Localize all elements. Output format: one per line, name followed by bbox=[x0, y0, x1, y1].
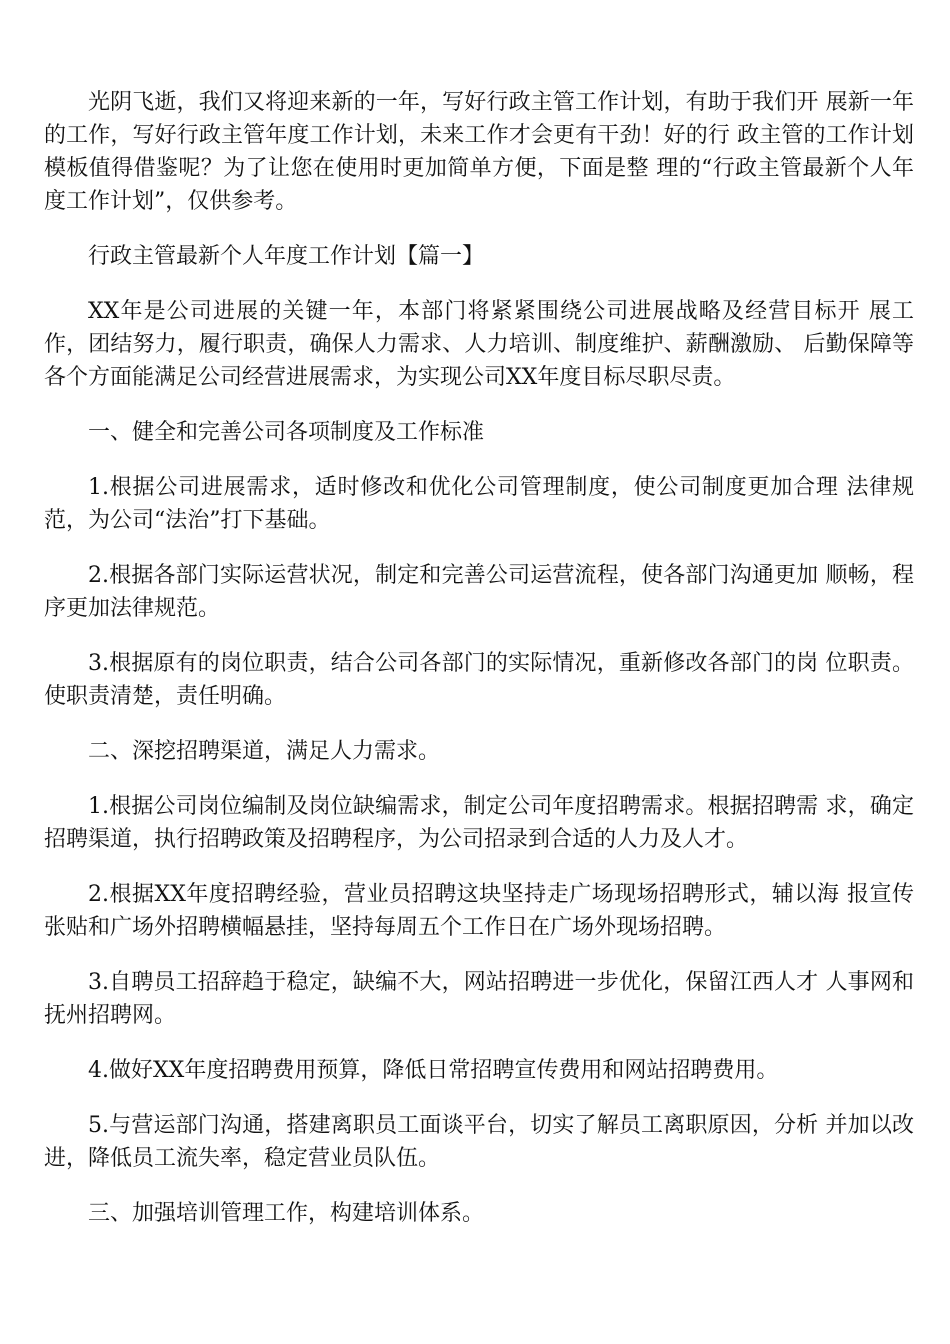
heading-section-3: 三、加强培训管理工作，构建培训体系。 bbox=[88, 1201, 485, 1226]
overview-paragraph: XX年是公司进展的关键一年，本部门将紧紧围绕公司进展战略及经营目标开 展工作，团结努力，履行职责，确保人力需求、人力培训、制度维护、薪酬激励、 后勤保障等各个方面能满足公司经营进展需求，为实现公司XX年度目标尽职尽责。 bbox=[44, 299, 914, 390]
intro-paragraph: 光阴飞逝，我们又将迎来新的一年，写好行政主管工作计划，有助于我们开 展新一年的工作，写好行政主管年度工作计划，未来工作才会更有干劲！好的行 政主管的工作计划模板值得借鉴呢？为了让您在使用时更加简单方便，下面是整 理的“行政主管最新个人年度工作计划”，仅供参考。 bbox=[44, 90, 914, 214]
section-1-item-3: 3.根据原有的岗位职责，结合公司各部门的实际情况，重新修改各部门的岗 位职责。使职责清楚，责任明确。 bbox=[44, 651, 914, 709]
document-body bbox=[44, 86, 914, 1252]
section-2-item-5: 5.与营运部门沟通，搭建离职员工面谈平台，切实了解员工离职原因，分析 并加以改进，降低员工流失率，稳定营业员队伍。 bbox=[44, 1113, 914, 1171]
section-1-item-1: 1.根据公司进展需求，适时修改和优化公司管理制度，使公司制度更加合理 法律规范，为公司“法治”打下基础。 bbox=[44, 475, 914, 533]
section-2-item-4: 4.做好XX年度招聘费用预算，降低日常招聘宣传费用和网站招聘费用。 bbox=[88, 1058, 779, 1083]
section-title-part-one: 行政主管最新个人年度工作计划【篇一】 bbox=[88, 244, 485, 269]
section-2-item-3: 3.自聘员工招辞趋于稳定，缺编不大，网站招聘进一步优化，保留江西人才 人事网和抚州招聘网。 bbox=[44, 970, 914, 1028]
section-1-item-2: 2.根据各部门实际运营状况，制定和完善公司运营流程，使各部门沟通更加 顺畅，程序更加法律规范。 bbox=[44, 563, 914, 621]
heading-section-1: 一、健全和完善公司各项制度及工作标准 bbox=[88, 420, 485, 445]
section-2-item-2: 2.根据XX年度招聘经验，营业员招聘这块坚持走广场现场招聘形式，辅以海 报宣传张贴和广场外招聘横幅悬挂，坚持每周五个工作日在广场外现场招聘。 bbox=[44, 882, 914, 940]
section-2-item-1: 1.根据公司岗位编制及岗位缺编需求，制定公司年度招聘需求。根据招聘需 求，确定招聘渠道，执行招聘政策及招聘程序，为公司招录到合适的人力及人才。 bbox=[44, 794, 914, 852]
heading-section-2: 二、深挖招聘渠道，满足人力需求。 bbox=[88, 739, 441, 764]
